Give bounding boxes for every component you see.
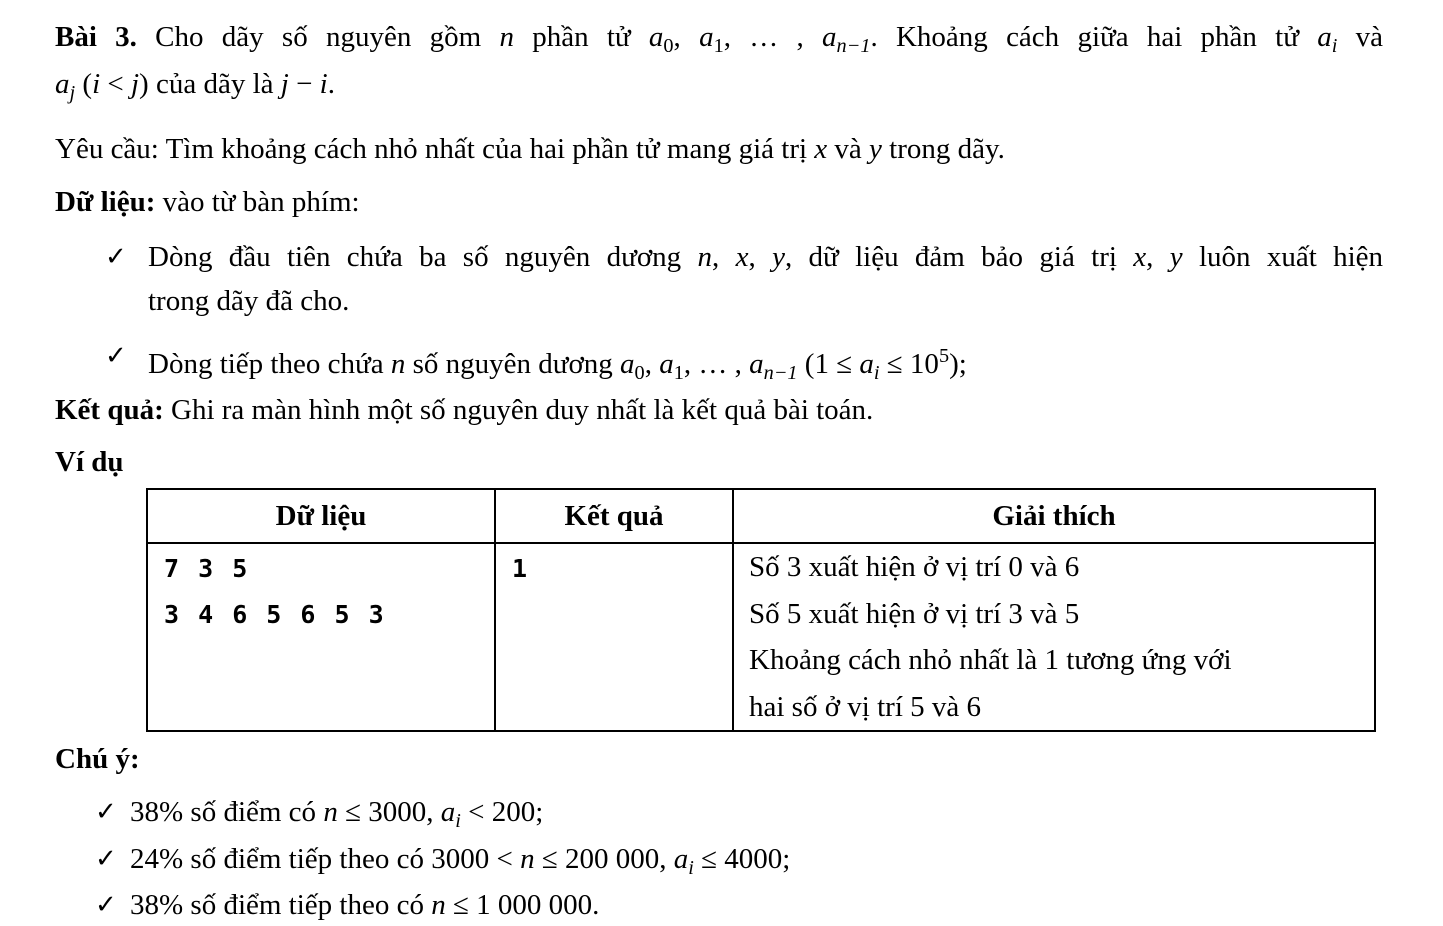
input-line: 3 4 6 5 6 5 3 [164, 600, 384, 629]
input-bullet-2 [148, 338, 967, 391]
bold-label: Kết quả: [55, 394, 164, 426]
text-run: ≤ 3000, [337, 796, 441, 828]
math-symbol: i [319, 68, 328, 100]
statement-line-2 [55, 66, 335, 111]
note-3 [130, 887, 599, 923]
math-symbol: a [673, 843, 689, 875]
text-run: ≤ 4000; [693, 843, 791, 875]
math-symbol: 1 [673, 362, 684, 385]
output-cell [495, 543, 733, 731]
note-1 [130, 794, 543, 839]
example-heading [55, 444, 124, 480]
input-cell [147, 543, 495, 731]
text-run: ≤ 10 [879, 348, 939, 381]
explanation-line: Số 5 xuất hiện ở vị trí 3 và 5 [749, 597, 1080, 630]
notes-heading [55, 741, 140, 777]
explanation-line: hai số ở vị trí 5 và 6 [749, 690, 981, 723]
math-symbol: a [822, 21, 837, 53]
math-symbol: a [749, 348, 764, 381]
text-run: , [644, 348, 660, 381]
text-run: ( [75, 68, 93, 100]
math-symbol: x [814, 133, 828, 165]
text-run: Dòng tiếp theo chứa [148, 348, 391, 381]
bold-label: Chú ý: [55, 743, 140, 775]
math-symbol: 0 [634, 362, 645, 385]
text-run: số nguyên dương [405, 348, 621, 381]
math-symbol: i [455, 810, 461, 833]
checkmark-icon: ✓ [95, 797, 117, 827]
text-run: , [673, 21, 700, 53]
math-symbol: n [520, 843, 535, 875]
text-run: . [327, 68, 335, 100]
text-run: vào từ bàn phím: [155, 186, 360, 218]
text-run: ≤ 200 000, [534, 843, 674, 875]
math-symbol: i [92, 68, 101, 100]
bold-label: Ví dụ [55, 446, 124, 478]
text-run: và [1337, 21, 1384, 53]
text-run: Ghi ra màn hình một số nguyên duy nhất là kết quả bài toán. [163, 394, 874, 426]
math-symbol: n [431, 889, 446, 921]
checkmark-icon: ✓ [105, 242, 127, 272]
text-run: Cho dãy số nguyên gồm [136, 21, 500, 53]
text-run: , [712, 241, 736, 273]
requirement [55, 131, 1005, 167]
math-symbol: 0 [663, 35, 674, 58]
math-symbol: y [1169, 241, 1183, 273]
math-symbol: a [55, 68, 70, 100]
math-symbol: i [688, 857, 694, 880]
text-run: 24% số điểm tiếp theo có 3000 < [130, 843, 521, 875]
checkmark-icon: ✓ [105, 341, 127, 371]
math-symbol: n [390, 348, 406, 381]
text-run: phần tử [513, 21, 649, 53]
math-symbol: a [659, 348, 674, 381]
math-symbol: j [130, 68, 140, 100]
math-symbol: a [620, 348, 635, 381]
text-run: , … , [683, 348, 750, 381]
text-run: , [748, 241, 773, 273]
text-run: , dữ liệu đảm bảo giá trị [784, 241, 1134, 273]
text-run: < 200; [460, 796, 544, 828]
math-symbol: x [1133, 241, 1147, 273]
checkmark-icon: ✓ [95, 844, 117, 874]
header-explanation: Giải thích [733, 489, 1375, 543]
example-table [146, 488, 1376, 732]
table-header-row [147, 489, 1375, 543]
math-symbol: a [699, 21, 714, 53]
math-symbol: n [323, 796, 338, 828]
math-symbol: a [859, 348, 874, 381]
input-bullet-1-line-1 [148, 239, 1383, 275]
text-run: ≤ 1 000 000. [445, 889, 600, 921]
input-heading [55, 184, 360, 220]
math-symbol: a [648, 21, 664, 53]
math-symbol: 5 [938, 345, 950, 367]
header-input: Dữ liệu [147, 489, 495, 543]
statement-line-1 [55, 19, 1383, 64]
math-symbol: y [869, 133, 882, 165]
text-run: , [1146, 241, 1170, 273]
math-symbol: n−1 [763, 362, 798, 385]
text-run: 38% số điểm tiếp theo có [130, 889, 432, 921]
text-run: , … , [723, 21, 822, 53]
text-run: trong dãy. [881, 133, 1005, 165]
math-symbol: j [280, 68, 289, 100]
math-symbol: a [440, 796, 456, 828]
text-run: . Khoảng cách giữa hai phần tử [870, 21, 1318, 53]
math-symbol: i [1331, 35, 1338, 58]
note-2 [130, 841, 790, 886]
text-run: (1 ≤ [797, 348, 860, 381]
explanation-line: Số 3 xuất hiện ở vị trí 0 và 6 [749, 551, 1080, 583]
text-run: ) của dãy là [139, 68, 281, 100]
math-symbol: i [873, 362, 880, 385]
explanation-cell [733, 543, 1375, 731]
math-symbol: n−1 [836, 35, 871, 58]
math-symbol: y [772, 241, 785, 273]
explanation-line: Khoảng cách nhỏ nhất là 1 tương ứng với [749, 644, 1232, 676]
text-run: luôn xuất hiện [1182, 241, 1384, 273]
text-run: − [288, 68, 320, 100]
math-symbol: j [69, 82, 76, 105]
text-run: 38% số điểm có [130, 796, 324, 828]
output-line: 1 [512, 554, 528, 583]
text-run: Dòng đầu tiên chứa ba số nguyên dương [148, 241, 698, 273]
text-run: và [827, 133, 870, 165]
checkmark-icon: ✓ [95, 890, 117, 920]
bold-label: Dữ liệu: [55, 186, 156, 218]
math-symbol: n [499, 21, 514, 53]
table-row [147, 543, 1375, 731]
bold-label: Bài 3. [55, 21, 137, 53]
math-symbol: x [735, 241, 749, 273]
text-run: trong dãy đã cho. [148, 285, 350, 317]
math-symbol: 1 [713, 35, 724, 58]
input-line: 7 3 5 [164, 554, 248, 583]
input-bullet-1-line-2 [148, 283, 349, 319]
output-heading [55, 392, 873, 428]
text-run: ); [949, 348, 967, 381]
text-run: Yêu cầu: Tìm khoảng cách nhỏ nhất của hai phần tử mang giá trị [55, 133, 815, 165]
math-symbol: n [697, 241, 713, 273]
header-output: Kết quả [495, 489, 733, 543]
math-symbol: a [1317, 21, 1332, 53]
text-run: < [100, 68, 131, 100]
